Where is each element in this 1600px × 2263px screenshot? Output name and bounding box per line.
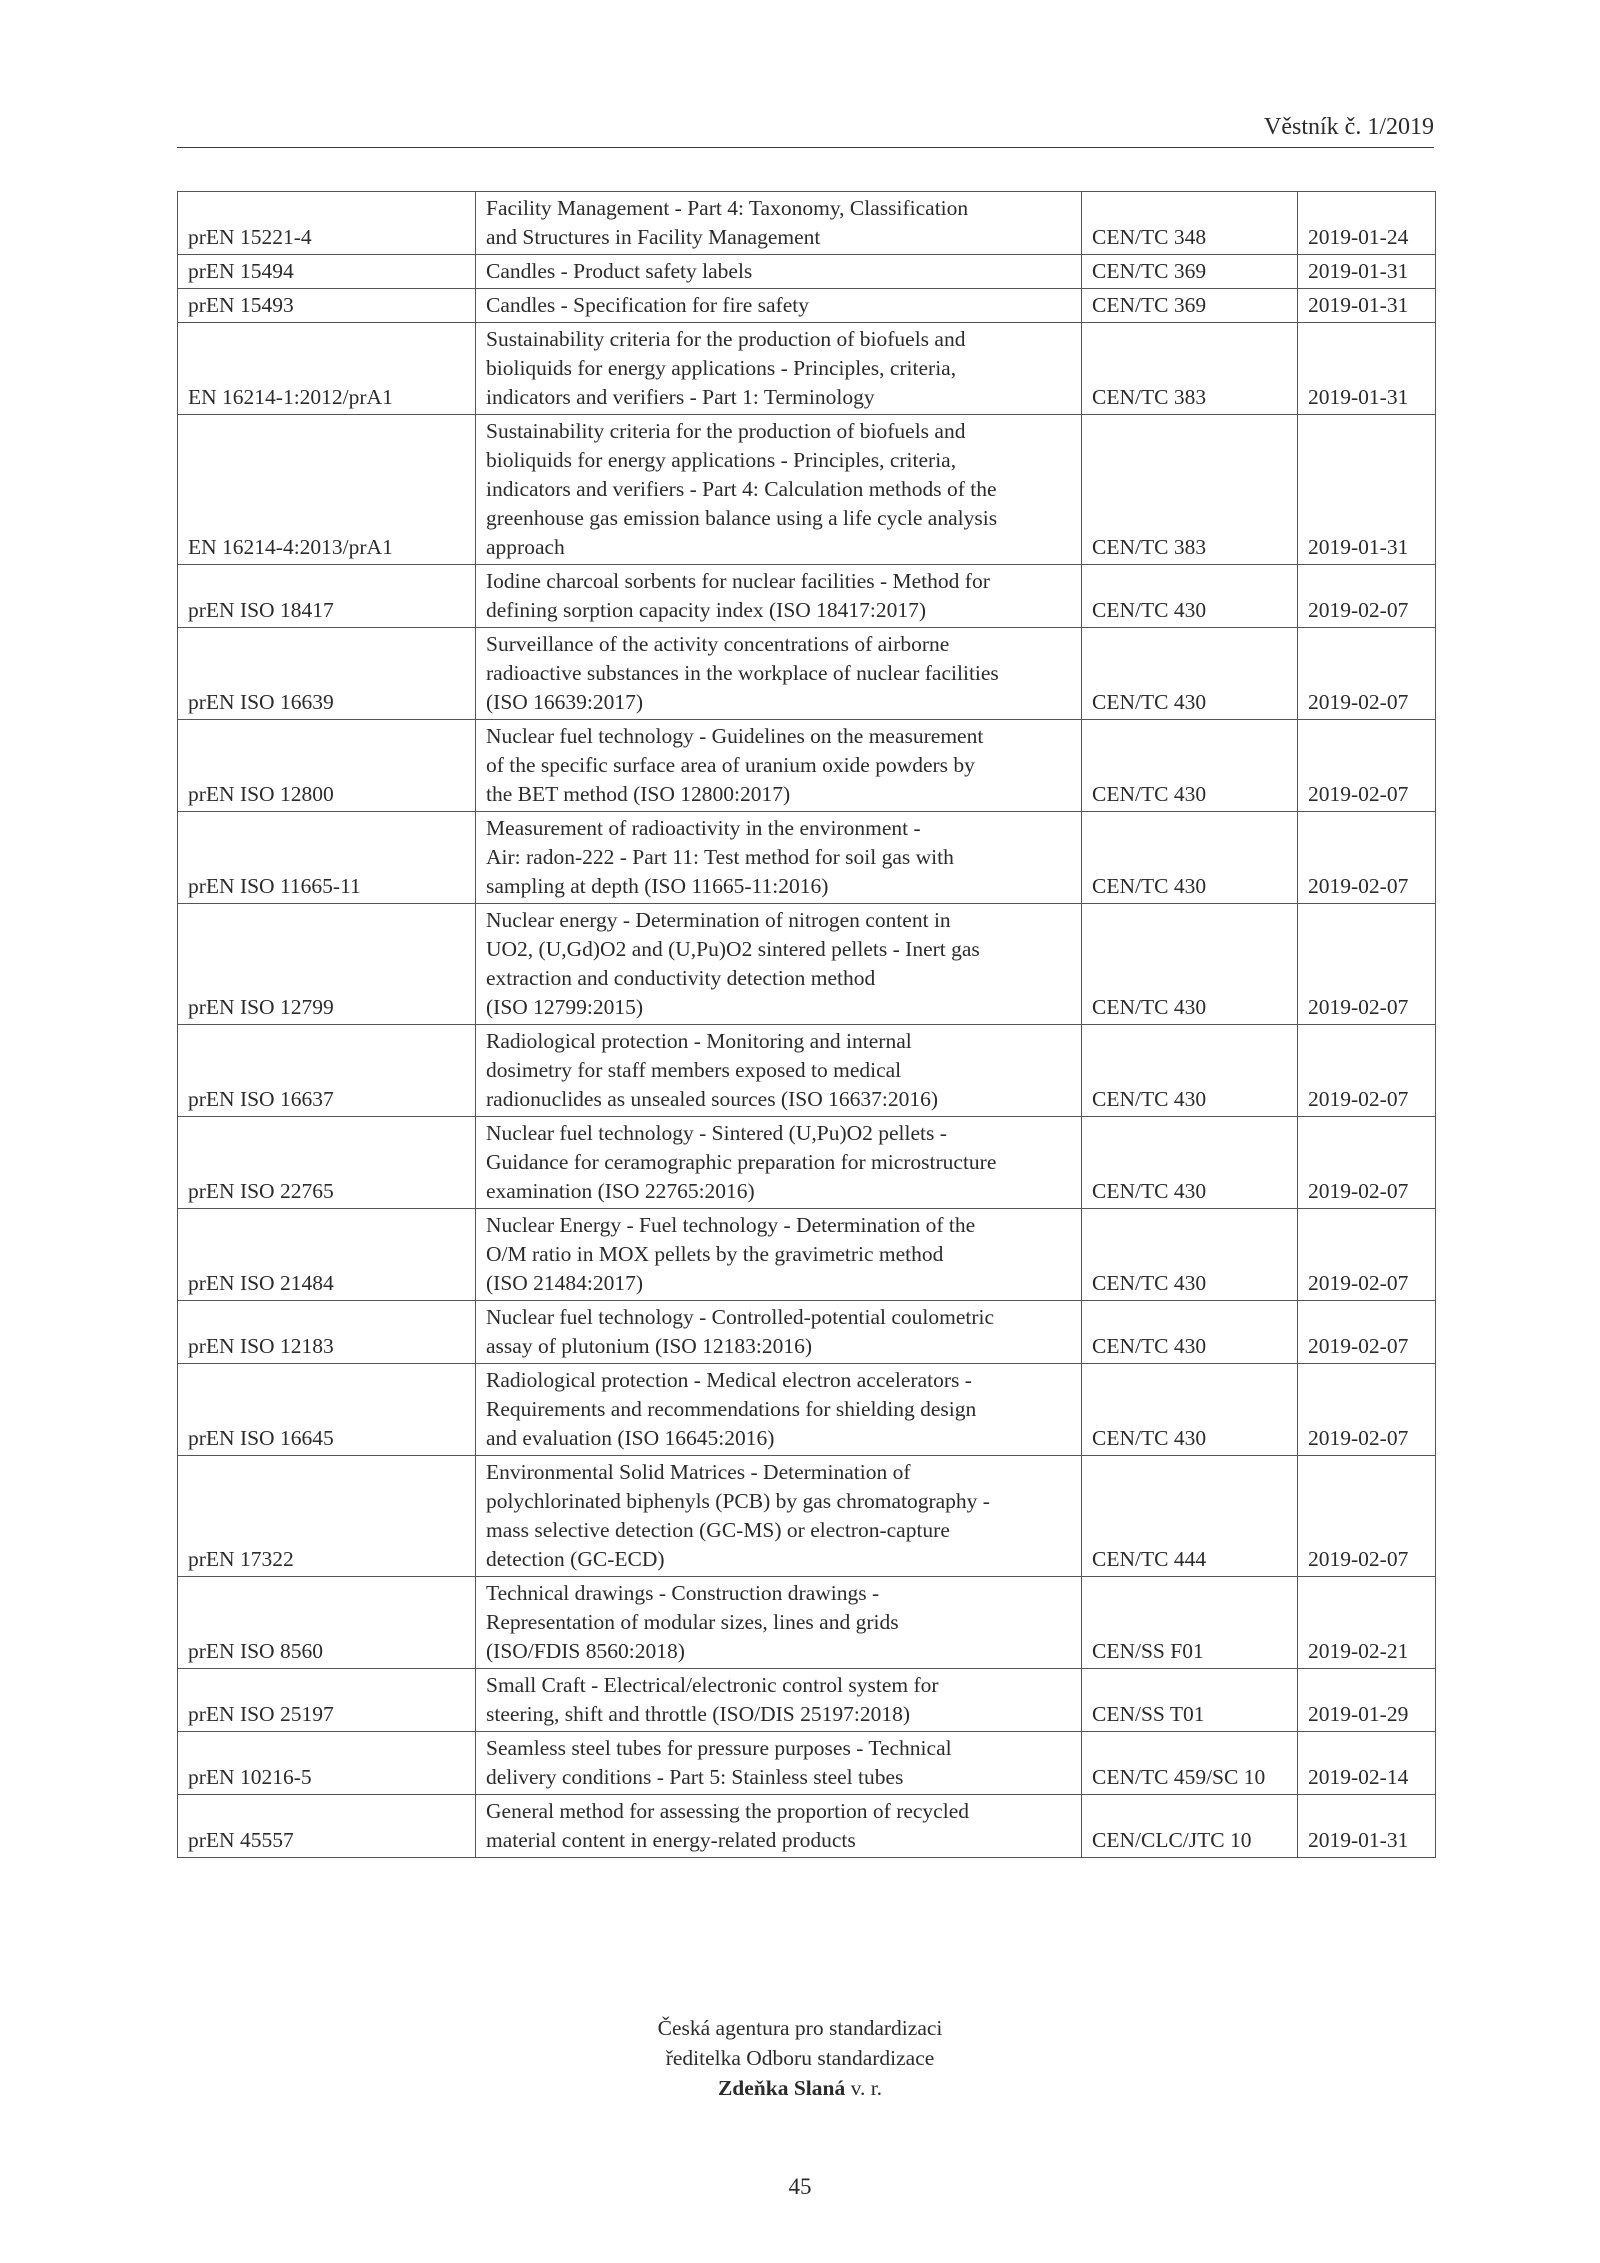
table-row (178, 289, 1436, 323)
standard-code-cell: prEN 45557 (178, 1795, 476, 1858)
header-rule (177, 147, 1434, 148)
table-row (178, 1025, 1436, 1117)
committee-cell: CEN/TC 444 (1082, 1456, 1298, 1577)
committee-cell: CEN/TC 430 (1082, 1364, 1298, 1456)
date-cell: 2019-02-07 (1298, 720, 1436, 812)
standard-title-cell: Iodine charcoal sorbents for nuclear facilities - Method for defining sorption capacity index (ISO 18417:2017) (476, 565, 1082, 628)
committee-cell: CEN/SS F01 (1082, 1577, 1298, 1669)
table-row (178, 1795, 1436, 1858)
committee-cell: CEN/TC 369 (1082, 255, 1298, 289)
standard-title-cell: Radiological protection - Medical electron accelerators - Requirements and recommendations for shielding design and evaluation (ISO 16645:2016) (476, 1364, 1082, 1456)
date-cell: 2019-01-24 (1298, 192, 1436, 255)
standard-code-cell: prEN ISO 25197 (178, 1669, 476, 1732)
signature-name: Zdeňka Slaná (717, 2076, 846, 2100)
committee-cell: CEN/SS T01 (1082, 1669, 1298, 1732)
standard-code-cell: prEN 15493 (178, 289, 476, 323)
date-cell: 2019-02-07 (1298, 628, 1436, 720)
table-row (178, 1117, 1436, 1209)
signature-suffix: v. r. (850, 2076, 883, 2100)
standard-title-cell: Nuclear energy - Determination of nitrogen content in UO2, (U,Gd)O2 and (U,Pu)O2 sintered pellets - Inert gas extraction and conductivity detection method (ISO 12799:2015) (476, 904, 1082, 1025)
date-cell: 2019-02-07 (1298, 1209, 1436, 1301)
standard-title-cell: Technical drawings - Construction drawings - Representation of modular sizes, lines and grids (ISO/FDIS 8560:2018) (476, 1577, 1082, 1669)
standard-title-cell: Radiological protection - Monitoring and internal dosimetry for staff members exposed to medical radionuclides as unsealed sources (ISO 16637:2016) (476, 1025, 1082, 1117)
committee-cell: CEN/TC 430 (1082, 1117, 1298, 1209)
standard-title-cell: Nuclear Energy - Fuel technology - Determination of the O/M ratio in MOX pellets by the gravimetric method (ISO 21484:2017) (476, 1209, 1082, 1301)
standard-title-cell: Candles - Specification for fire safety (476, 289, 1082, 323)
date-cell: 2019-01-31 (1298, 1795, 1436, 1858)
table-row (178, 565, 1436, 628)
standard-title-cell: General method for assessing the proportion of recycled material content in energy-related products (476, 1795, 1082, 1858)
table-row (178, 1209, 1436, 1301)
date-cell: 2019-02-07 (1298, 812, 1436, 904)
committee-cell: CEN/TC 459/SC 10 (1082, 1732, 1298, 1795)
date-cell: 2019-02-07 (1298, 1364, 1436, 1456)
date-cell: 2019-01-31 (1298, 323, 1436, 415)
date-cell: 2019-02-07 (1298, 1117, 1436, 1209)
signature-organization: Česká agentura pro standardizaci (657, 2016, 943, 2040)
table-row (178, 255, 1436, 289)
table-row (178, 1669, 1436, 1732)
standard-title-cell: Nuclear fuel technology - Controlled-potential coulometric assay of plutonium (ISO 12183:2016) (476, 1301, 1082, 1364)
date-cell: 2019-02-07 (1298, 904, 1436, 1025)
table-row (178, 720, 1436, 812)
standard-code-cell: prEN ISO 11665-11 (178, 812, 476, 904)
standard-title-cell: Surveillance of the activity concentrations of airborne radioactive substances in the workplace of nuclear facilities (ISO 16639:2017) (476, 628, 1082, 720)
committee-cell: CEN/TC 430 (1082, 565, 1298, 628)
committee-cell: CEN/TC 430 (1082, 628, 1298, 720)
table-row (178, 628, 1436, 720)
table-row (178, 812, 1436, 904)
committee-cell: CEN/TC 430 (1082, 1025, 1298, 1117)
standard-code-cell: prEN ISO 16645 (178, 1364, 476, 1456)
committee-cell: CEN/TC 383 (1082, 415, 1298, 565)
standard-code-cell: prEN 10216-5 (178, 1732, 476, 1795)
table-row (178, 323, 1436, 415)
standard-code-cell: prEN ISO 12799 (178, 904, 476, 1025)
committee-cell: CEN/TC 430 (1082, 1301, 1298, 1364)
date-cell: 2019-02-07 (1298, 1301, 1436, 1364)
table-row (178, 1732, 1436, 1795)
page-number: 45 (788, 2174, 812, 2199)
signature-role: ředitelka Odboru standardizace (665, 2046, 935, 2070)
committee-cell: CEN/TC 369 (1082, 289, 1298, 323)
signature-name-line (0, 2073, 1600, 2103)
standard-title-cell: Nuclear fuel technology - Sintered (U,Pu)O2 pellets - Guidance for ceramographic preparation for microstructure examination (ISO 22765:2016) (476, 1117, 1082, 1209)
standard-code-cell: prEN 17322 (178, 1456, 476, 1577)
standard-code-cell: prEN ISO 16637 (178, 1025, 476, 1117)
table-row (178, 1577, 1436, 1669)
date-cell: 2019-02-14 (1298, 1732, 1436, 1795)
table-row (178, 192, 1436, 255)
table-row (178, 1301, 1436, 1364)
standard-code-cell: prEN 15494 (178, 255, 476, 289)
table-row (178, 415, 1436, 565)
committee-cell: CEN/CLC/JTC 10 (1082, 1795, 1298, 1858)
signature-block (0, 2013, 1600, 2103)
committee-cell: CEN/TC 430 (1082, 1209, 1298, 1301)
date-cell: 2019-02-21 (1298, 1577, 1436, 1669)
date-cell: 2019-01-31 (1298, 255, 1436, 289)
date-cell: 2019-02-07 (1298, 1025, 1436, 1117)
standard-code-cell: prEN ISO 8560 (178, 1577, 476, 1669)
standard-title-cell: Measurement of radioactivity in the environment - Air: radon-222 - Part 11: Test method for soil gas with sampling at depth (ISO 11665-11:2016) (476, 812, 1082, 904)
standard-title-cell: Sustainability criteria for the production of biofuels and bioliquids for energy applications - Principles, criteria, indicators and verifiers - Part 1: Terminology (476, 323, 1082, 415)
page-header: Věstník č. 1/2019 (1264, 114, 1434, 140)
standard-title-cell: Nuclear fuel technology - Guidelines on the measurement of the specific surface area of uranium oxide powders by the BET method (ISO 12800:2017) (476, 720, 1082, 812)
standard-code-cell: prEN ISO 22765 (178, 1117, 476, 1209)
standard-code-cell: prEN ISO 16639 (178, 628, 476, 720)
committee-cell: CEN/TC 430 (1082, 720, 1298, 812)
standard-title-cell: Candles - Product safety labels (476, 255, 1082, 289)
standard-code-cell: EN 16214-1:2012/prA1 (178, 323, 476, 415)
date-cell: 2019-01-29 (1298, 1669, 1436, 1732)
standard-title-cell: Small Craft - Electrical/electronic control system for steering, shift and throttle (ISO/DIS 25197:2018) (476, 1669, 1082, 1732)
standard-code-cell: prEN 15221-4 (178, 192, 476, 255)
standard-code-cell: prEN ISO 21484 (178, 1209, 476, 1301)
standard-code-cell: EN 16214-4:2013/prA1 (178, 415, 476, 565)
standard-title-cell: Sustainability criteria for the production of biofuels and bioliquids for energy applications - Principles, criteria, indicators and verifiers - Part 4: Calculation methods of the greenhouse gas emission balance using a life cycle analysis approach (476, 415, 1082, 565)
standard-code-cell: prEN ISO 12183 (178, 1301, 476, 1364)
date-cell: 2019-02-07 (1298, 1456, 1436, 1577)
date-cell: 2019-01-31 (1298, 289, 1436, 323)
standard-code-cell: prEN ISO 18417 (178, 565, 476, 628)
standards-table (177, 191, 1436, 1858)
committee-cell: CEN/TC 430 (1082, 904, 1298, 1025)
table-row (178, 1456, 1436, 1577)
committee-cell: CEN/TC 383 (1082, 323, 1298, 415)
standard-title-cell: Environmental Solid Matrices - Determination of polychlorinated biphenyls (PCB) by gas chromatography - mass selective detection (GC-MS) or electron-capture detection (GC-ECD) (476, 1456, 1082, 1577)
standard-title-cell: Facility Management - Part 4: Taxonomy, Classification and Structures in Facility Management (476, 192, 1082, 255)
date-cell: 2019-01-31 (1298, 415, 1436, 565)
committee-cell: CEN/TC 430 (1082, 812, 1298, 904)
table-row (178, 904, 1436, 1025)
date-cell: 2019-02-07 (1298, 565, 1436, 628)
standard-title-cell: Seamless steel tubes for pressure purposes - Technical delivery conditions - Part 5: Stainless steel tubes (476, 1732, 1082, 1795)
standard-code-cell: prEN ISO 12800 (178, 720, 476, 812)
table-row (178, 1364, 1436, 1456)
committee-cell: CEN/TC 348 (1082, 192, 1298, 255)
